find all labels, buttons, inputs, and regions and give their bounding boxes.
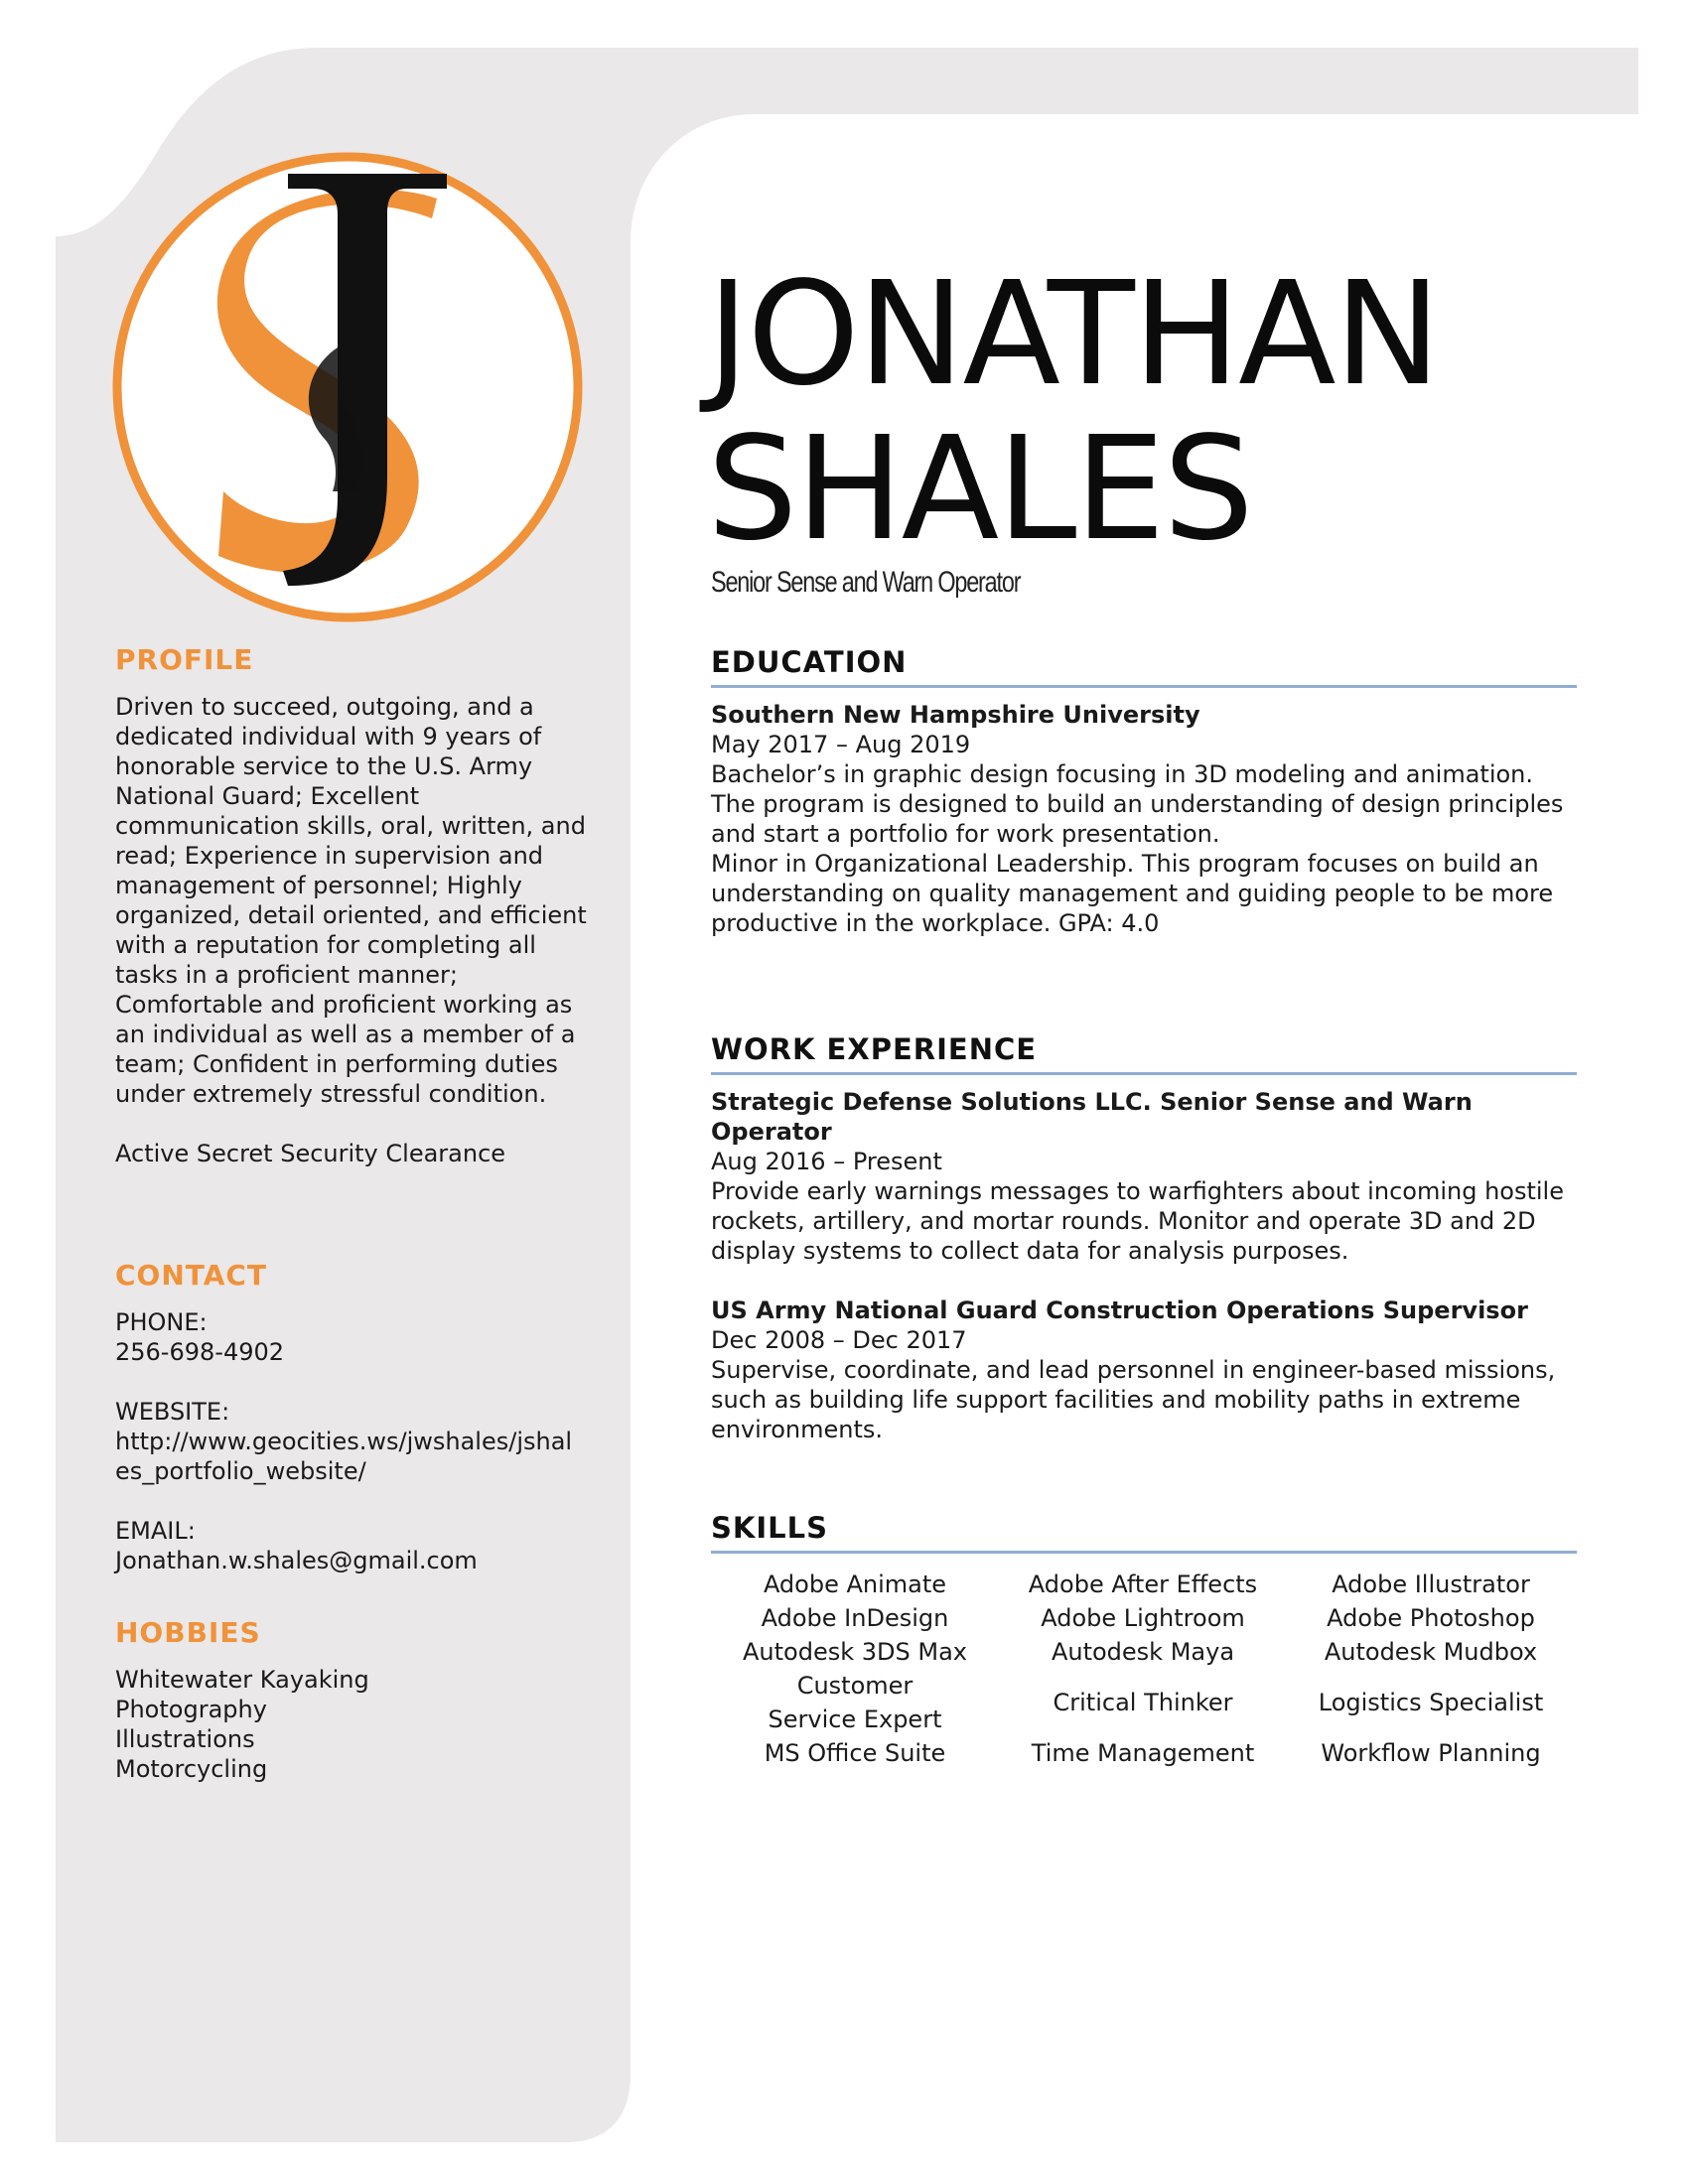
- skill-item: Adobe Animate: [763, 1570, 947, 1598]
- first-name: JONATHAN: [707, 250, 1440, 417]
- skill-item: Time Management: [1031, 1739, 1255, 1767]
- skill-item: Critical Thinker: [1053, 1689, 1233, 1716]
- skill-item: Workflow Planning: [1321, 1739, 1541, 1767]
- skill-item: Adobe Lightroom: [1041, 1604, 1245, 1632]
- skill-item: Autodesk 3DS Max: [743, 1638, 967, 1666]
- hobby-item: Motorcycling: [115, 1755, 268, 1783]
- skill-item: Autodesk Mudbox: [1324, 1638, 1538, 1666]
- js-monogram-logo: [109, 149, 586, 625]
- work-experience-section: [711, 1032, 1577, 1444]
- work-heading: WORK EXPERIENCE: [711, 1032, 1577, 1075]
- full-name: [707, 250, 1601, 572]
- hobby-item: Photography: [115, 1696, 267, 1723]
- job-title: Senior Sense and Warn Operator: [711, 566, 1021, 599]
- profile-heading: PROFILE: [115, 643, 254, 676]
- job-description: Supervise, coordinate, and lead personnel in engineer-based missions, such as building life support facilities and mobility paths in extreme environments.: [711, 1356, 1556, 1443]
- hobbies-heading: HOBBIES: [115, 1616, 261, 1649]
- skills-heading: SKILLS: [711, 1511, 1577, 1554]
- skill-item: MS Office Suite: [764, 1739, 946, 1767]
- last-name: SHALES: [707, 405, 1252, 572]
- job-description: Provide early warnings messages to warfighters about incoming hostile rockets, artillery, and mortar rounds. Monitor and operate 3D and 2D display systems to collect data for analysis purposes.: [711, 1177, 1564, 1265]
- skills-section: [711, 1511, 1577, 1770]
- email-link[interactable]: Jonathan.w.shales@gmail.com: [115, 1547, 478, 1574]
- phone-label: PHONE:: [115, 1308, 208, 1336]
- hobby-item: Illustrations: [115, 1725, 255, 1753]
- contact-heading: CONTACT: [115, 1259, 268, 1292]
- job-entry: [711, 1087, 1577, 1266]
- skill-item: Customer Service Expert: [768, 1672, 942, 1733]
- skill-item: Adobe After Effects: [1028, 1570, 1258, 1598]
- education-minor: Minor in Organizational Leadership. This program focuses on build an understanding on quality management and guiding people to be more productive in the workplace. GPA: 4.0: [711, 850, 1554, 937]
- phone-value: 256-698-4902: [115, 1338, 285, 1366]
- job-entry: [711, 1296, 1577, 1444]
- profile-section: [115, 643, 592, 1168]
- education-section: [711, 645, 1577, 938]
- skill-item: Adobe InDesign: [761, 1604, 949, 1632]
- profile-text: Driven to succeed, outgoing, and a dedicated individual with 9 years of honorable service to the U.S. Army National Guard; Excellent communication skills, oral, written, and read; Experience in supervision and management of personnel; Highly organized, detail oriented, and efficient with a reputation for completing all tasks in a proficient manner; Comfortable and proficient working as an individual as well as a member of a team; Confident in performing duties under extremely stressful condition.: [115, 693, 587, 1108]
- website-label: WEBSITE:: [115, 1398, 230, 1426]
- contact-section: [115, 1259, 592, 1575]
- skill-item: Adobe Illustrator: [1332, 1570, 1530, 1598]
- school-name: Southern New Hampshire University: [711, 701, 1200, 729]
- hobbies-section: [115, 1616, 592, 1784]
- education-description: Bachelor’s in graphic design focusing in 3D modeling and animation. The program is designed to build an understanding of design principles and start a portfolio for work presentation.: [711, 760, 1564, 848]
- hobby-item: Whitewater Kayaking: [115, 1666, 369, 1694]
- email-label: EMAIL:: [115, 1517, 196, 1545]
- clearance-text: Active Secret Security Clearance: [115, 1140, 506, 1167]
- skills-grid: [711, 1568, 1577, 1770]
- skill-item: Adobe Photoshop: [1327, 1604, 1535, 1632]
- skill-item: Autodesk Maya: [1051, 1638, 1235, 1666]
- job-dates: Dec 2008 – Dec 2017: [711, 1326, 967, 1354]
- skill-item: Logistics Specialist: [1318, 1689, 1544, 1716]
- job-title-line: US Army National Guard Construction Operations Supervisor: [711, 1297, 1528, 1324]
- website-link[interactable]: http://www.geocities.ws/jwshales/jshales_portfolio_website/: [115, 1428, 573, 1485]
- education-heading: EDUCATION: [711, 645, 1577, 688]
- education-dates: May 2017 – Aug 2019: [711, 731, 971, 758]
- job-title-line: Strategic Defense Solutions LLC. Senior Sense and Warn Operator: [711, 1088, 1473, 1146]
- job-dates: Aug 2016 – Present: [711, 1148, 942, 1175]
